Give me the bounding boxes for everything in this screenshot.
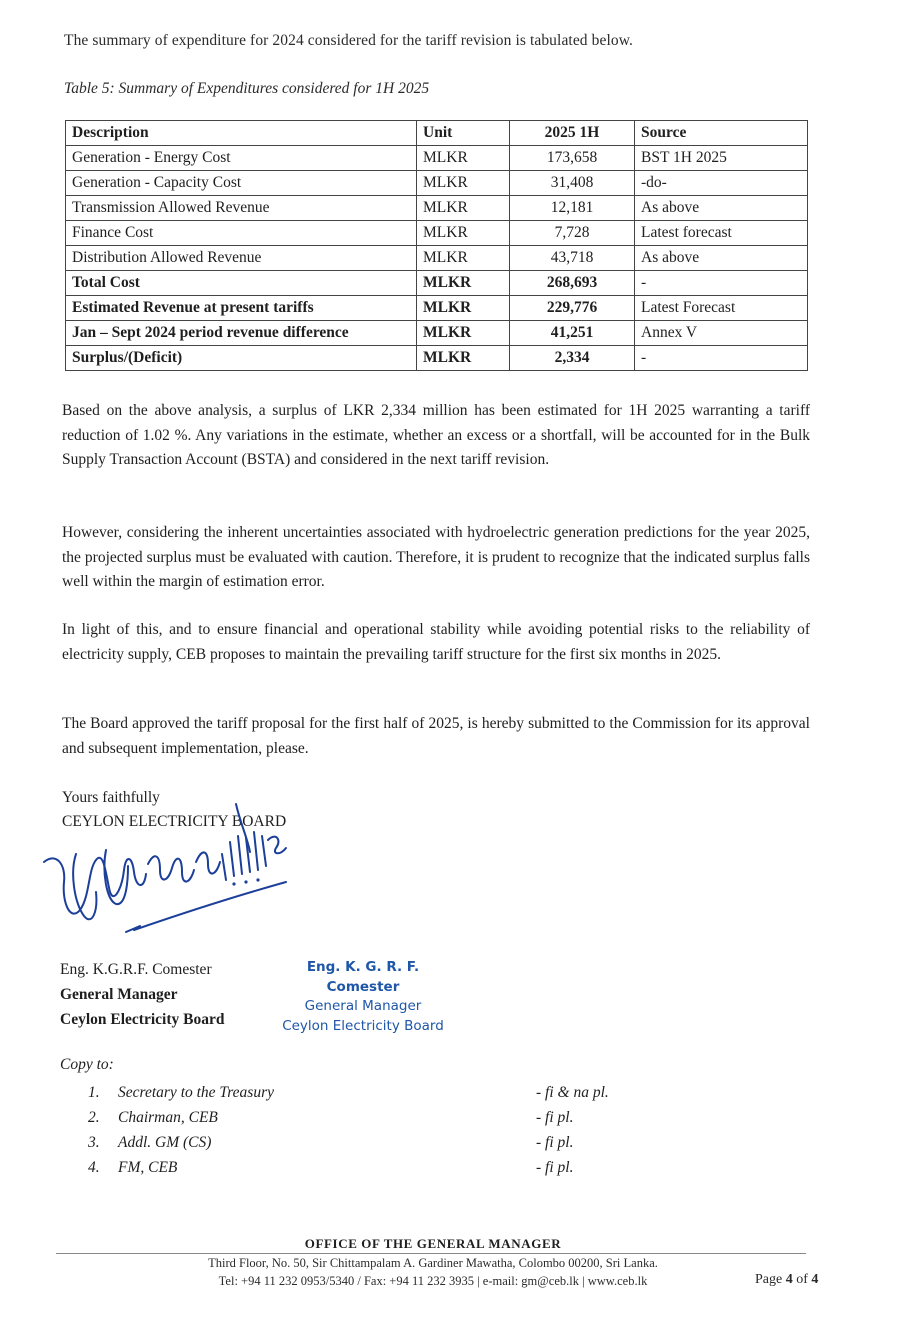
cell-source: As above [635, 196, 808, 221]
cc-recipient: Secretary to the Treasury [118, 1084, 274, 1101]
signer-title: General Manager [60, 986, 178, 1003]
footer-divider [56, 1253, 806, 1254]
cell-value: 173,658 [510, 146, 635, 171]
submission-paragraph: The Board approved the tariff proposal for the first half of 2025, is hereby submitted to the Commission for its approval and subsequent implementation, please. [62, 715, 810, 757]
cc-number: 4. [88, 1159, 100, 1176]
signer-name: Eng. K.G.R.F. Comester [60, 961, 212, 978]
closing-org: CEYLON ELECTRICITY BOARD [62, 813, 287, 830]
cell-source: BST 1H 2025 [635, 146, 808, 171]
cc-recipient: Chairman, CEB [118, 1109, 218, 1126]
header-description: Description [66, 121, 417, 146]
cell-unit: MLKR [417, 296, 510, 321]
cell-description: Distribution Allowed Revenue [66, 246, 417, 271]
cell-unit: MLKR [417, 221, 510, 246]
cell-value: 268,693 [510, 271, 635, 296]
cell-value: 229,776 [510, 296, 635, 321]
cell-value: 7,728 [510, 221, 635, 246]
stamp-name: Eng. K. G. R. F. Comester [306, 959, 420, 995]
page-number [755, 1272, 818, 1288]
uncertainty-paragraph: However, considering the inherent uncertainties associated with hydroelectric generation predictions for the year 2025, the projected surplus must be evaluated with caution. Therefore, it is prudent to recognize that the indicated surplus falls well within the margin of estimation error. [62, 524, 810, 590]
cell-unit: MLKR [417, 146, 510, 171]
cc-number: 3. [88, 1134, 100, 1151]
cell-unit: MLKR [417, 196, 510, 221]
footer-contact: Tel: +94 11 232 0953/5340 / Fax: +94 11 232 3935 | e-mail: gm@ceb.lk | www.ceb.lk [218, 1274, 648, 1288]
cell-unit: MLKR [417, 346, 510, 371]
list-item [88, 1130, 648, 1155]
list-item [88, 1155, 648, 1180]
page-total: 4 [811, 1272, 819, 1287]
cell-description: Generation - Capacity Cost [66, 171, 417, 196]
header-2025-1h: 2025 1H [510, 121, 635, 146]
cell-source: Annex V [635, 321, 808, 346]
cell-unit: MLKR [417, 246, 510, 271]
table-row [66, 246, 808, 271]
cell-value: 43,718 [510, 246, 635, 271]
copy-to-list [88, 1080, 648, 1180]
signer-org: Ceylon Electricity Board [60, 1011, 225, 1028]
footer-address: Third Floor, No. 50, Sir Chittampalam A. Gardiner Mawatha, Colombo 00200, Sri Lanka. [208, 1256, 658, 1270]
cell-value: 41,251 [510, 321, 635, 346]
table-row [66, 196, 808, 221]
table-row [66, 171, 808, 196]
cell-description: Estimated Revenue at present tariffs [66, 296, 417, 321]
cc-action: - fi & na pl. [536, 1084, 609, 1101]
cc-recipient: FM, CEB [118, 1159, 178, 1176]
cell-source: -do- [635, 171, 808, 196]
table-row-surplus [66, 346, 808, 371]
cell-description: Surplus/(Deficit) [66, 346, 417, 371]
header-source: Source [635, 121, 808, 146]
cc-recipient: Addl. GM (CS) [118, 1134, 212, 1151]
cell-description: Finance Cost [66, 221, 417, 246]
stamp-title: General Manager [304, 998, 422, 1014]
list-item [88, 1105, 648, 1130]
cc-number: 1. [88, 1084, 100, 1101]
table-row-revenue-difference [66, 321, 808, 346]
cell-description: Jan – Sept 2024 period revenue difference [66, 321, 417, 346]
cell-source: - [635, 346, 808, 371]
expenditure-summary-table [65, 120, 808, 371]
cell-value: 31,408 [510, 171, 635, 196]
list-item [88, 1080, 648, 1105]
footer-office-title: OFFICE OF THE GENERAL MANAGER [304, 1236, 562, 1251]
cc-number: 2. [88, 1109, 100, 1126]
table-row-total-cost [66, 271, 808, 296]
table-caption: Table 5: Summary of Expenditures considered for 1H 2025 [64, 80, 430, 97]
intro-text: The summary of expenditure for 2024 considered for the tariff revision is tabulated below. [64, 32, 633, 49]
stamp-org: Ceylon Electricity Board [282, 1017, 444, 1034]
cell-source: Latest Forecast [635, 296, 808, 321]
cell-value: 2,334 [510, 346, 635, 371]
analysis-paragraph: Based on the above analysis, a surplus of LKR 2,334 million has been estimated for 1H 2025 warranting a tariff reduction of 1.02 %. Any variations in the estimate, whether an excess or a shortfall, will be accounted for in the Bulk Supply Transaction Account (BSTA) and considered in the next tariff revision. [62, 402, 810, 468]
salutation: Yours faithfully [62, 789, 160, 806]
header-unit: Unit [417, 121, 510, 146]
proposal-paragraph: In light of this, and to ensure financial and operational stability while avoiding potential risks to the reliability of electricity supply, CEB proposes to maintain the prevailing tariff structure for the first six months in 2025. [62, 621, 810, 663]
cell-value: 12,181 [510, 196, 635, 221]
table-row [66, 146, 808, 171]
cc-action: - fi pl. [536, 1159, 574, 1176]
cell-source: Latest forecast [635, 221, 808, 246]
cell-unit: MLKR [417, 271, 510, 296]
cell-description: Total Cost [66, 271, 417, 296]
cell-source: As above [635, 246, 808, 271]
handwritten-signature [36, 792, 326, 942]
table-row-estimated-revenue [66, 296, 808, 321]
official-stamp [272, 958, 454, 1036]
page-prefix: Page [755, 1272, 783, 1287]
page-of: of [796, 1272, 808, 1287]
cell-source: - [635, 271, 808, 296]
page-current: 4 [785, 1272, 793, 1287]
cc-action: - fi pl. [536, 1134, 574, 1151]
table-row [66, 221, 808, 246]
signer-block [60, 957, 224, 1032]
table-header-row [66, 121, 808, 146]
cell-unit: MLKR [417, 321, 510, 346]
cell-description: Generation - Energy Cost [66, 146, 417, 171]
cell-unit: MLKR [417, 171, 510, 196]
cell-description: Transmission Allowed Revenue [66, 196, 417, 221]
copy-to-label: Copy to: [60, 1056, 114, 1073]
cc-action: - fi pl. [536, 1109, 574, 1126]
